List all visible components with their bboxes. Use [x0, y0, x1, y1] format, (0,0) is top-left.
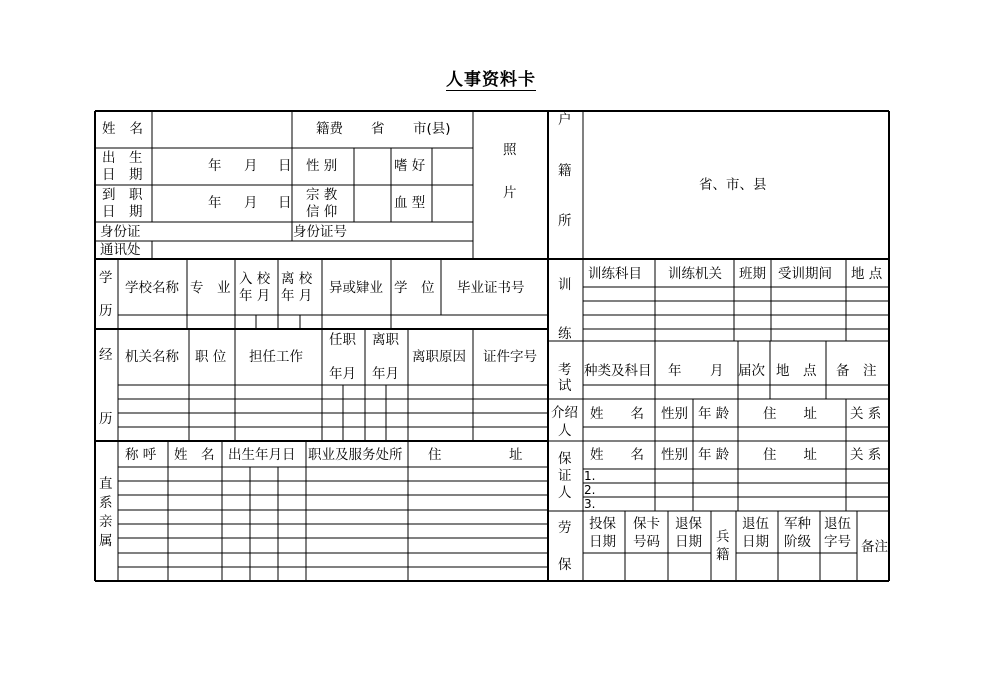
hukou-label-3: 所	[558, 213, 572, 229]
referrer-side: 介绍	[551, 405, 578, 421]
guarantor-side-1: 保	[558, 451, 572, 467]
training-subject-header: 训练科目	[588, 266, 642, 282]
exam-side: 考	[558, 362, 572, 378]
training-place-header: 地 点	[851, 266, 883, 282]
guarantor-gender-header: 性别	[661, 447, 688, 463]
hobby-label: 嗜 好	[394, 158, 426, 174]
arrive-year: 年	[208, 195, 222, 211]
training-side: 训	[558, 277, 572, 293]
hukou-value: 省、市、县	[699, 177, 767, 193]
birth-label: 出 生	[102, 150, 143, 166]
referrer-addr-header: 住 址	[763, 406, 817, 422]
photo-label: 照	[503, 142, 517, 158]
city-label: 市(县)	[413, 121, 451, 137]
military-header-2: 籍	[716, 547, 730, 563]
exp-start-header: 任职	[329, 332, 356, 348]
ins-date-header: 投保	[589, 516, 616, 532]
relatives-side-4: 属	[99, 533, 113, 549]
exp-org-header: 机关名称	[125, 349, 179, 365]
leave-header-2: 年 月	[281, 288, 313, 304]
exp-work-header: 担任工作	[249, 349, 303, 365]
arrive-day: 日	[278, 195, 292, 211]
guarantor-row-3: 3.	[584, 497, 596, 511]
enter-header-2: 年 月	[239, 288, 271, 304]
rel-addr-header: 住 址	[428, 447, 523, 463]
birth-year: 年	[208, 158, 222, 174]
rel-name-header: 姓 名	[174, 447, 215, 463]
training-class-header: 班期	[739, 266, 766, 282]
exp-leave-header-2: 年月	[372, 366, 399, 382]
leave-header: 离 校	[281, 271, 313, 287]
discharge-no-header-2: 字号	[824, 534, 851, 550]
exam-year-header: 年	[668, 363, 682, 379]
form-title: 人事资料卡	[446, 70, 536, 90]
major-header: 专 业	[190, 280, 231, 296]
exp-start-header-2: 年月	[329, 366, 356, 382]
exp-cert-header: 证件字号	[483, 349, 537, 365]
exam-kind-header: 种类及科目	[584, 363, 652, 379]
rel-job-header: 职业及服务处所	[308, 447, 403, 463]
experience-side: 经	[99, 347, 113, 363]
religion-label: 宗 教	[306, 187, 338, 203]
ins-return-header: 退保	[675, 516, 702, 532]
referrer-side-2: 人	[558, 423, 572, 439]
status-header: 异或肄业	[329, 280, 383, 296]
hukou-label-1: 户	[558, 112, 572, 128]
id-no-label: 身份证号	[293, 224, 347, 240]
relatives-side-2: 系	[99, 495, 113, 511]
exp-position-header: 职 位	[195, 349, 227, 365]
religion-label-2: 信 仰	[306, 204, 338, 220]
discharge-no-header: 退伍	[824, 516, 851, 532]
guarantor-side-3: 人	[558, 485, 572, 501]
discharge-date-header: 退伍	[742, 516, 769, 532]
exam-place-header: 地 点	[776, 363, 817, 379]
birth-month: 月	[244, 158, 258, 174]
arrive-label: 到 职	[102, 187, 143, 203]
exp-reason-header: 离职原因	[412, 349, 466, 365]
province-label: 省	[371, 121, 385, 137]
exam-side-2: 试	[558, 378, 572, 394]
military-header: 兵	[716, 529, 730, 545]
exam-month-header: 月	[710, 363, 724, 379]
name-label: 姓 名	[102, 121, 143, 137]
labor-side-2: 保	[558, 557, 572, 573]
native-label: 籍费	[316, 121, 343, 137]
address-label: 通讯处	[100, 242, 141, 258]
labor-note-header: 备注	[861, 539, 888, 555]
enter-header: 入 校	[239, 271, 271, 287]
ins-date-header-2: 日期	[589, 534, 616, 550]
rel-title-header: 称 呼	[125, 447, 157, 463]
referrer-age-header: 年 龄	[698, 406, 730, 422]
guarantor-age-header: 年 龄	[698, 447, 730, 463]
birth-day: 日	[278, 158, 292, 174]
exam-note-header: 备 注	[836, 363, 877, 379]
referrer-gender-header: 性别	[661, 406, 688, 422]
id-card-label: 身份证	[100, 224, 141, 240]
referrer-name-header: 姓 名	[590, 406, 644, 422]
blood-label: 血 型	[394, 195, 426, 211]
gender-label: 性 别	[306, 158, 338, 174]
degree-header: 学 位	[394, 280, 435, 296]
rank-header: 军种	[784, 516, 811, 532]
guarantor-name-header: 姓 名	[590, 447, 644, 463]
school-header: 学校名称	[125, 280, 179, 296]
photo-label-2: 片	[503, 185, 517, 201]
training-org-header: 训练机关	[668, 266, 722, 282]
guarantor-rel-header: 关 系	[850, 447, 882, 463]
arrive-label-2: 日 期	[102, 204, 143, 220]
education-side: 学	[99, 270, 113, 286]
labor-side: 劳	[558, 520, 572, 536]
discharge-date-header-2: 日期	[742, 534, 769, 550]
relatives-side-3: 亲	[99, 514, 113, 530]
rank-header-2: 阶级	[784, 534, 811, 550]
cert-header: 毕业证书号	[457, 280, 525, 296]
exp-leave-header: 离职	[372, 332, 399, 348]
hukou-label-2: 籍	[558, 163, 572, 179]
exam-session-header: 届次	[738, 363, 765, 379]
birth-label-2: 日 期	[102, 167, 143, 183]
rel-birth-header: 出生年月日	[228, 447, 296, 463]
experience-side-2: 历	[99, 411, 113, 427]
guarantor-addr-header: 住 址	[763, 447, 817, 463]
training-side-2: 练	[558, 326, 572, 342]
ins-return-header-2: 日期	[675, 534, 702, 550]
ins-card-header-2: 号码	[633, 534, 660, 550]
guarantor-row-2: 2.	[584, 483, 596, 497]
relatives-side-1: 直	[99, 476, 113, 492]
education-side-2: 历	[99, 303, 113, 319]
arrive-month: 月	[244, 195, 258, 211]
referrer-rel-header: 关 系	[850, 406, 882, 422]
guarantor-side-2: 证	[558, 468, 572, 484]
guarantor-row-1: 1.	[584, 469, 596, 483]
training-period-header: 受训期间	[778, 266, 832, 282]
ins-card-header: 保卡	[633, 516, 660, 532]
